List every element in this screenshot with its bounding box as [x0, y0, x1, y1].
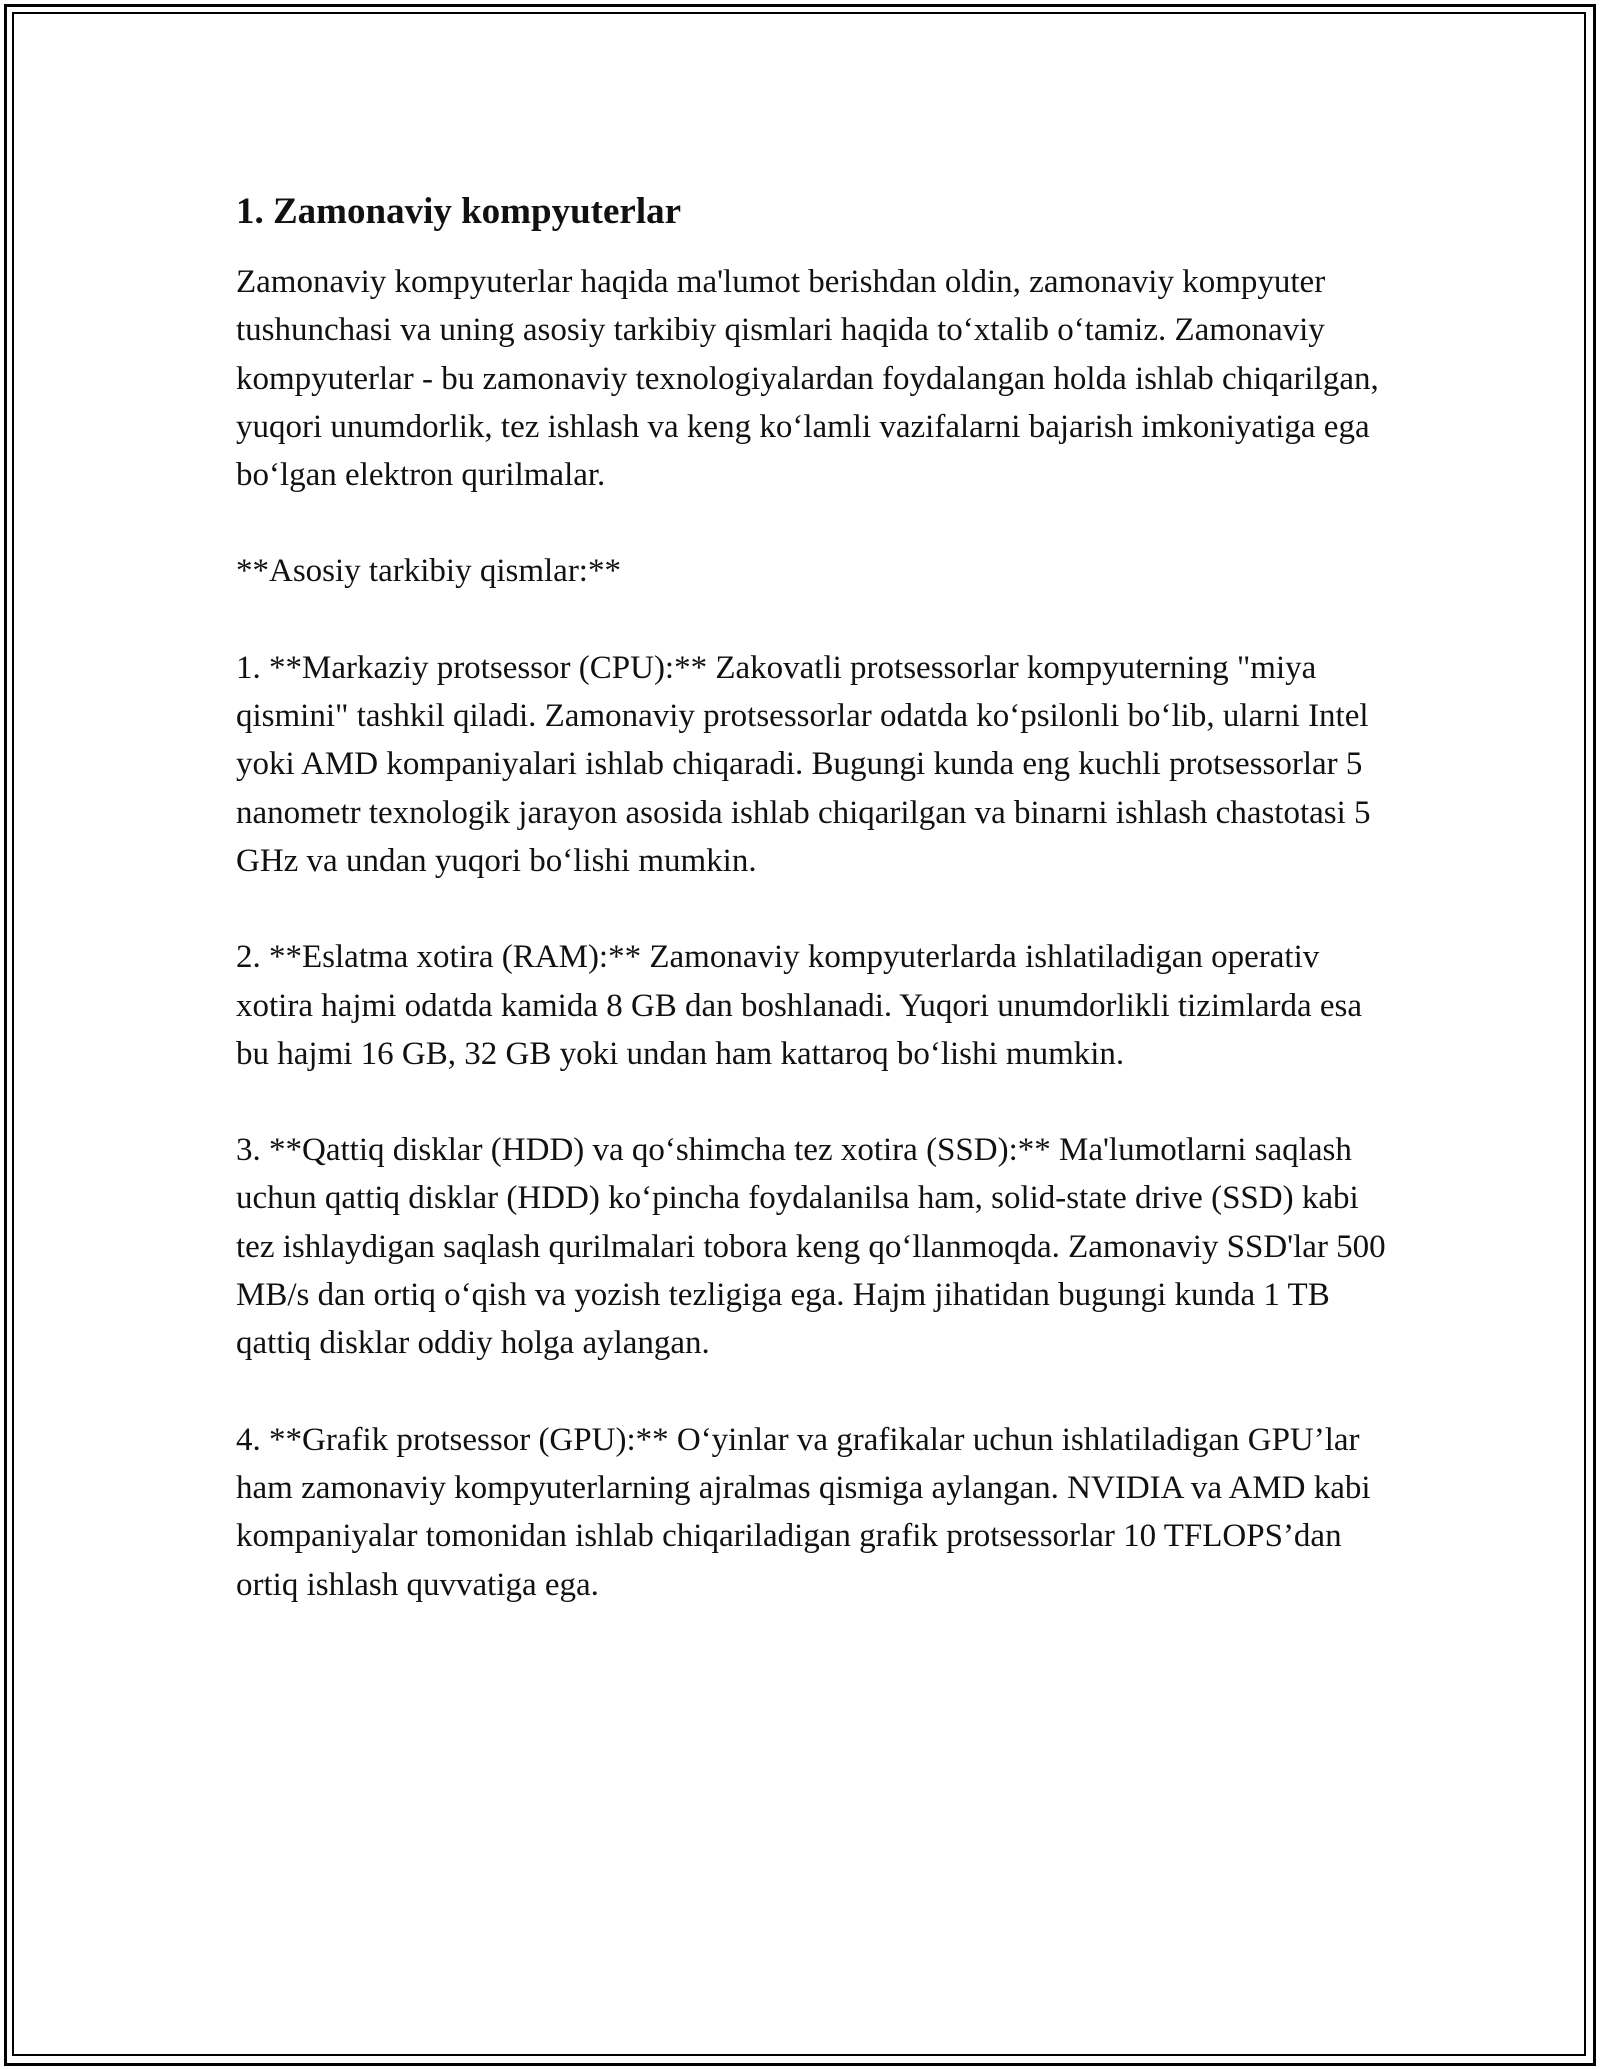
gpu-paragraph: 4. **Grafik protsessor (GPU):** O‘yinlar va grafikalar uchun ishlatiladigan GPU’lar ham zamonaviy kompyuterlarning ajralmas qismiga aylangan. NVIDIA va AMD kabi kompaniyalar tomonidan ishlab chiqariladigan grafik protsessorlar 10 TFLOPS’dan ortiq ishlash quvvatiga ega. [236, 1421, 1371, 1603]
intro-paragraph: Zamonaviy kompyuterlar haqida ma'lumot berishdan oldin, zamonaviy kompyuter tushunchasi va uning asosiy tarkibiy qismlari haqida to‘xtalib o‘tamiz. Zamonaviy kompyuterlar - bu zamonaviy texnologiyalardan foydalangan holda ishlab chiqarilgan, yuqori unumdorlik, tez ishlash va keng ko‘lamli vazifalarni bajarish imkoniyatiga ega bo‘lgan elektron qurilmalar. [236, 264, 1379, 494]
components-heading-paragraph: **Asosiy tarkibiy qismlar:** [236, 553, 621, 590]
document-body [236, 188, 1386, 1657]
document-title: 1. Zamonaviy kompyuterlar [236, 191, 682, 232]
storage-paragraph: 3. **Qattiq disklar (HDD) va qo‘shimcha tez xotira (SSD):** Ma'lumotlarni saqlash uchun qattiq disklar (HDD) ko‘pincha foydalanilsa ham, solid-state drive (SSD) kabi tez ishlaydigan saqlash qurilmalari tobora keng qo‘llanmoqda. Zamonaviy SSD'lar 500 MB/s dan ortiq o‘qish va yozish tezligiga ega. Hajm jihatidan bugungi kunda 1 TB qattiq disklar oddiy holga aylangan. [236, 1132, 1386, 1362]
cpu-paragraph: 1. **Markaziy protsessor (CPU):** Zakovatli protsessorlar kompyuterning "miya qismini" tashkil qiladi. Zamonaviy protsessorlar odatda ko‘psilonli bo‘lib, ularni Intel yoki AMD kompaniyalari ishlab chiqaradi. Bugungi kunda eng kuchli protsessorlar 5 nanometr texnologik jarayon asosida ishlab chiqarilgan va binarni ishlash chastotasi 5 GHz va undan yuqori bo‘lishi mumkin. [236, 649, 1371, 879]
ram-paragraph: 2. **Eslatma xotira (RAM):** Zamonaviy kompyuterlarda ishlatiladigan operativ xotira hajmi odatda kamida 8 GB dan boshlanadi. Yuqori unumdorlikli tizimlarda esa bu hajmi 16 GB, 32 GB yoki undan ham kattaroq bo‘lishi mumkin. [236, 939, 1363, 1072]
